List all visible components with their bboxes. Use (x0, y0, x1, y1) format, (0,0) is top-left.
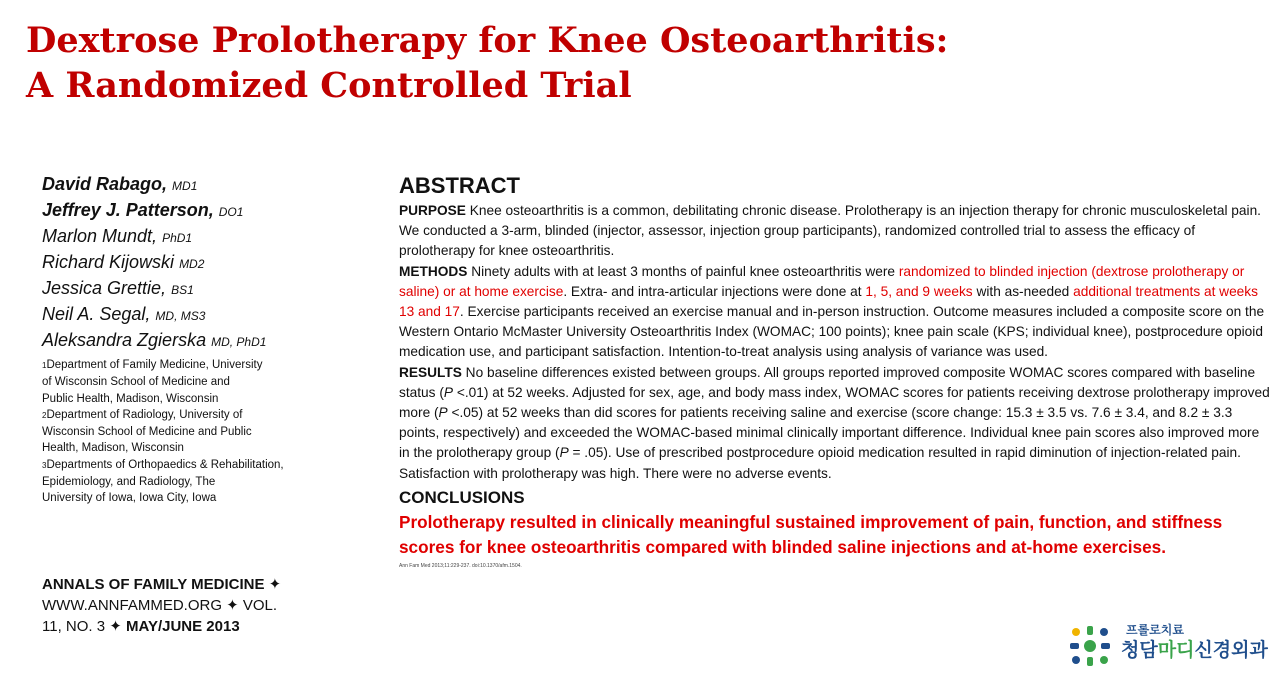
logo-mark-icon (1066, 622, 1114, 670)
title-line-1: Dextrose Prolotherapy for Knee Osteoarthritis: (26, 20, 949, 61)
affiliation-line: Epidemiology, and Radiology, The (42, 476, 216, 489)
logo-name: 청담마디신경외과 (1121, 640, 1268, 661)
highlight-text: 1, 5, and 9 weeks (865, 283, 973, 299)
citation: Ann Fam Med 2013;11:229-237. doi:10.1370/afm.1504. (399, 562, 522, 569)
affiliation-line: 1Department of Family Medicine, University (42, 359, 263, 371)
affiliation-line: of Wisconsin School of Medicine and (42, 376, 230, 389)
methods-paragraph: METHODS Ninety adults with at least 3 months of painful knee osteoarthritis were randomized to blinded injection (dextrose prolotherapy or saline) or at home exercise. Extra- and intra-articular injections were done at 1, 5, and 9 weeks with as-needed additional treatments at weeks 13 and 17. Exercise participants received an exercise manual and in-person instruction. Outcome measures included a composite score on the Western Ontario McMaster University Osteoarthritis Index (WOMAC; 100 points); knee pain scale (KPS; individual knee), postprocedure opioid medication use, and participant satisfaction. Intention-to-treat analysis using analysis of variance was used. (399, 263, 1265, 360)
journal-site: WWW.ANNFAMMED.ORG ✦ VOL. (42, 597, 278, 614)
author: Marlon Mundt, PhD1 (42, 226, 193, 246)
affiliations (42, 357, 332, 507)
abstract-heading: ABSTRACT (399, 173, 520, 198)
journal-name: ANNALS OF FAMILY MEDICINE ✦ (42, 576, 282, 593)
affiliation-line: 2Department of Radiology, University of (42, 408, 243, 421)
affiliation-line: 3Departments of Orthopaedics & Rehabilitation, (42, 458, 284, 471)
purpose-label: PURPOSE (399, 203, 466, 218)
title-line-2: A Randomized Controlled Trial (26, 65, 632, 106)
affiliation-line: University of Iowa, Iowa City, Iowa (42, 492, 217, 505)
author: Jeffrey J. Patterson, DO1 (42, 200, 244, 220)
highlight-text: randomized to blinded injection (dextrose prolotherapy or saline) or at home exercise (399, 263, 1245, 299)
affiliation-line: Wisconsin School of Medicine and Public (42, 426, 252, 439)
highlight-text: additional treatments at weeks 13 and 17 (399, 283, 1258, 320)
methods-label: METHODS (399, 263, 468, 279)
results-paragraph: RESULTS No baseline differences existed between groups. All groups reported improved composite WOMAC scores compared with baseline status (P <.01) at 52 weeks. Adjusted for sex, age, and body mass index, WOMAC scores for patients receiving dextrose prolotherapy improved more (P <.05) at 52 weeks than did scores for patients receiving saline and exercise (score change: 15.3 ± 3.5 vs. 7.6 ± 3.4, and 8.2 ± 3.3 points, respectively) and exceeded the WOMAC-based minimal clinically important difference. Individual knee pain scores also improved more in the prolotherapy group (P = .05). Use of prescribed postprocedure opioid medication resulted in rapid diminution of injection-related pain. Satisfaction with prolotherapy was high. There were no adverse events. (399, 364, 1270, 481)
author: Aleksandra Zgierska MD, PhD1 (42, 330, 267, 350)
purpose-paragraph: PURPOSE Knee osteoarthritis is a common, debilitating chronic disease. Prolotherapy is an injection therapy for chronic musculoskeletal pain. We conducted a 3-arm, blinded (injector, assessor, injection group participants), randomized controlled trial to assess the efficacy of prolotherapy for knee osteoarthritis. (399, 203, 1261, 259)
logo-subtitle: 프롤로치료 (1126, 623, 1184, 637)
author: Jessica Grettie, BS1 (42, 278, 194, 298)
results-label: RESULTS (399, 364, 462, 380)
author-list (42, 172, 332, 507)
affiliation-line: Public Health, Madison, Wisconsin (42, 392, 219, 405)
author: David Rabago, MD1 (42, 174, 198, 194)
journal-info (42, 574, 322, 637)
author: Richard Kijowski MD2 (42, 252, 205, 272)
clinic-logo (1066, 620, 1272, 670)
abstract (399, 173, 1271, 570)
conclusions-text: Prolotherapy resulted in clinically meaningful sustained improvement of pain, function, and stiffness scores for knee osteoarthritis compared with blinded saline injections and at-home exercises. (399, 511, 1223, 557)
journal-issue: 11, NO. 3 ✦ MAY/JUNE 2013 (42, 618, 240, 635)
affiliation-line: Health, Madison, Wisconsin (42, 442, 184, 455)
author: Neil A. Segal, MD, MS3 (42, 304, 206, 324)
conclusions-heading: CONCLUSIONS (399, 487, 525, 507)
paper-title (26, 18, 948, 108)
